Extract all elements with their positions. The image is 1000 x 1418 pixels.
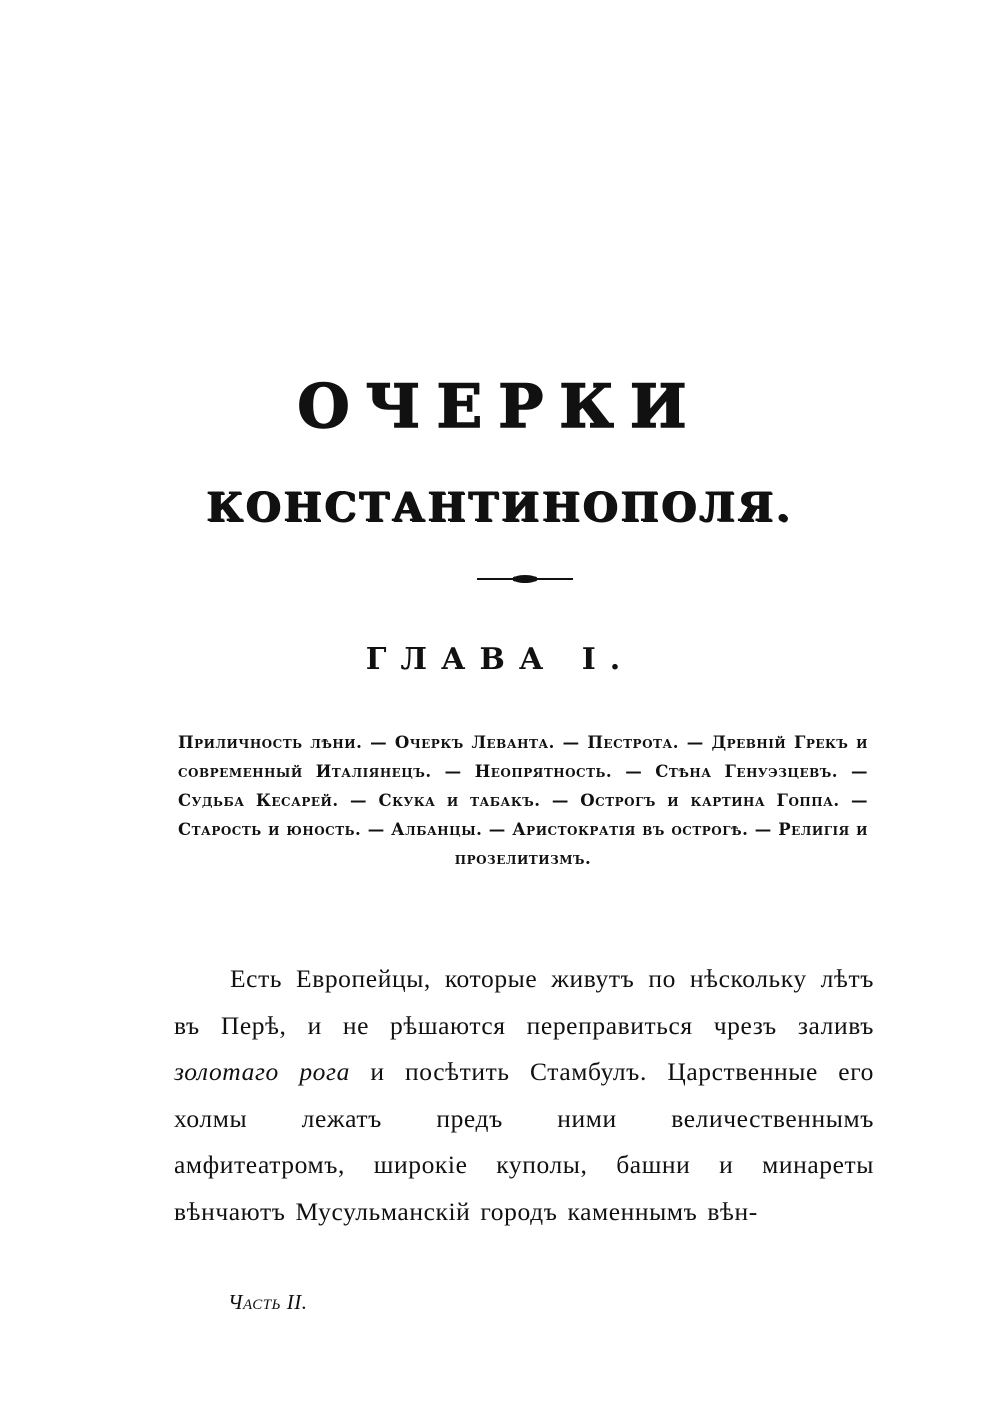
body-text-italic: золотаго рога	[174, 1057, 350, 1086]
signature-mark: Часть II.	[228, 1290, 308, 1314]
book-subtitle: КОНСТАНТИНОПОЛЯ.	[206, 484, 794, 531]
ornamental-divider-icon	[475, 572, 575, 586]
book-title: ОЧЕРКИ	[297, 372, 703, 442]
body-text-start: Есть Европейцы, которые живутъ по нѣскольку лѣтъ въ Перѣ, и не рѣшаются переправиться чрезъ заливъ	[174, 964, 874, 1040]
body-text-end: и посѣтить Стамбулъ. Царственные его холмы лежатъ предъ ними величественнымъ амфитеатромъ, широкіе куполы, башни и минареты вѣнчаютъ Мусульманскій городъ каменнымъ вѣн-	[174, 1057, 874, 1226]
chapter-summary: Приличность лѣни. — Очеркъ Леванта. — Пестрота. — Древній Грекъ и современный Италіянецъ. — Неопрятность. — Стѣна Генуэзцевъ. — Судьба Кесарей. — Скука и табакъ. — Острогъ и картина Гоппа. — Старость и юность. — Албанцы. — Аристократія въ острогѣ. — Религія и прозелитизмъ.	[178, 733, 868, 868]
body-paragraph	[174, 956, 874, 1235]
chapter-heading: ГЛАВА I.	[365, 642, 635, 677]
